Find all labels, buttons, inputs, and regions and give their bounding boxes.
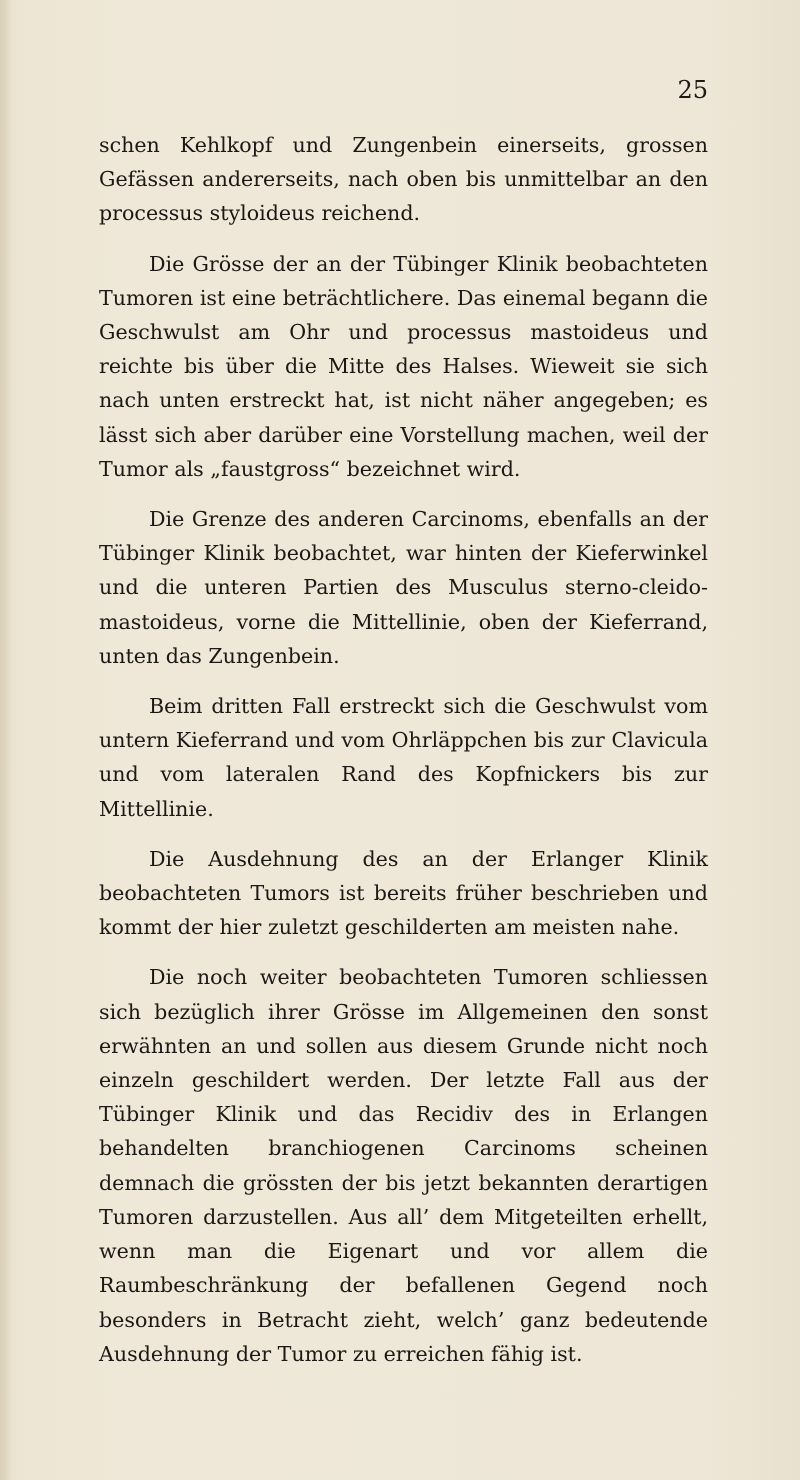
body-text xyxy=(99,128,708,1387)
paragraph-3: Die Grenze des anderen Carcinoms, ebenfalls an der Tübinger Klinik beobachtet, war hinten der Kieferwinkel und die unteren Partien des Musculus sterno-cleido-mastoideus, vorne die Mittellinie, oben der Kieferrand, unten das Zungenbein. xyxy=(99,507,708,668)
paragraph-4: Beim dritten Fall erstreckt sich die Geschwulst vom untern Kieferrand und vom Ohrläppchen bis zur Clavicula und vom lateralen Rand des Kopfnickers bis zur Mittellinie. xyxy=(99,694,708,821)
paragraph-6: Die noch weiter beobachteten Tumoren schliessen sich bezüglich ihrer Grösse im Allgemeinen den sonst erwähnten an und sollen aus diesem Grunde nicht noch einzeln geschildert werden. Der letzte Fall aus der Tübinger Klinik und das Recidiv des in Erlangen behandelten branchiogenen Carcinoms scheinen demnach die grössten der bis jetzt bekannten derartigen Tumoren darzustellen. Aus all’ dem Mitgeteilten erhellt, wenn man die Eigenart und vor allem die Raumbeschränkung der befallenen Gegend noch besonders in Betracht zieht, welch’ ganz bedeutende Ausdehnung der Tumor zu erreichen fähig ist. xyxy=(99,965,708,1366)
page-number: 25 xyxy=(677,76,708,104)
page-edge-shadow xyxy=(0,0,12,1480)
paragraph-1: schen Kehlkopf und Zungenbein einerseits, grossen Gefässen andererseits, nach oben bis unmittelbar an den processus styloideus reichend. xyxy=(99,133,708,226)
paragraph-5: Die Ausdehnung des an der Erlanger Klinik beobachteten Tumors ist bereits früher beschrieben und kommt der hier zuletzt geschilderten am meisten nahe. xyxy=(99,846,708,940)
paragraph-2: Die Grösse der an der Tübinger Klinik beobachteten Tumoren ist eine beträchtlichere. Das einemal begann die Geschwulst am Ohr und processus mastoideus und reichte bis über die Mitte des Halses. Wieweit sie sich nach unten erstreckt hat, ist nicht näher angegeben; es lässt sich aber darüber eine Vorstellung machen, weil der Tumor als „faustgross“ bezeichnet wird. xyxy=(99,251,708,481)
